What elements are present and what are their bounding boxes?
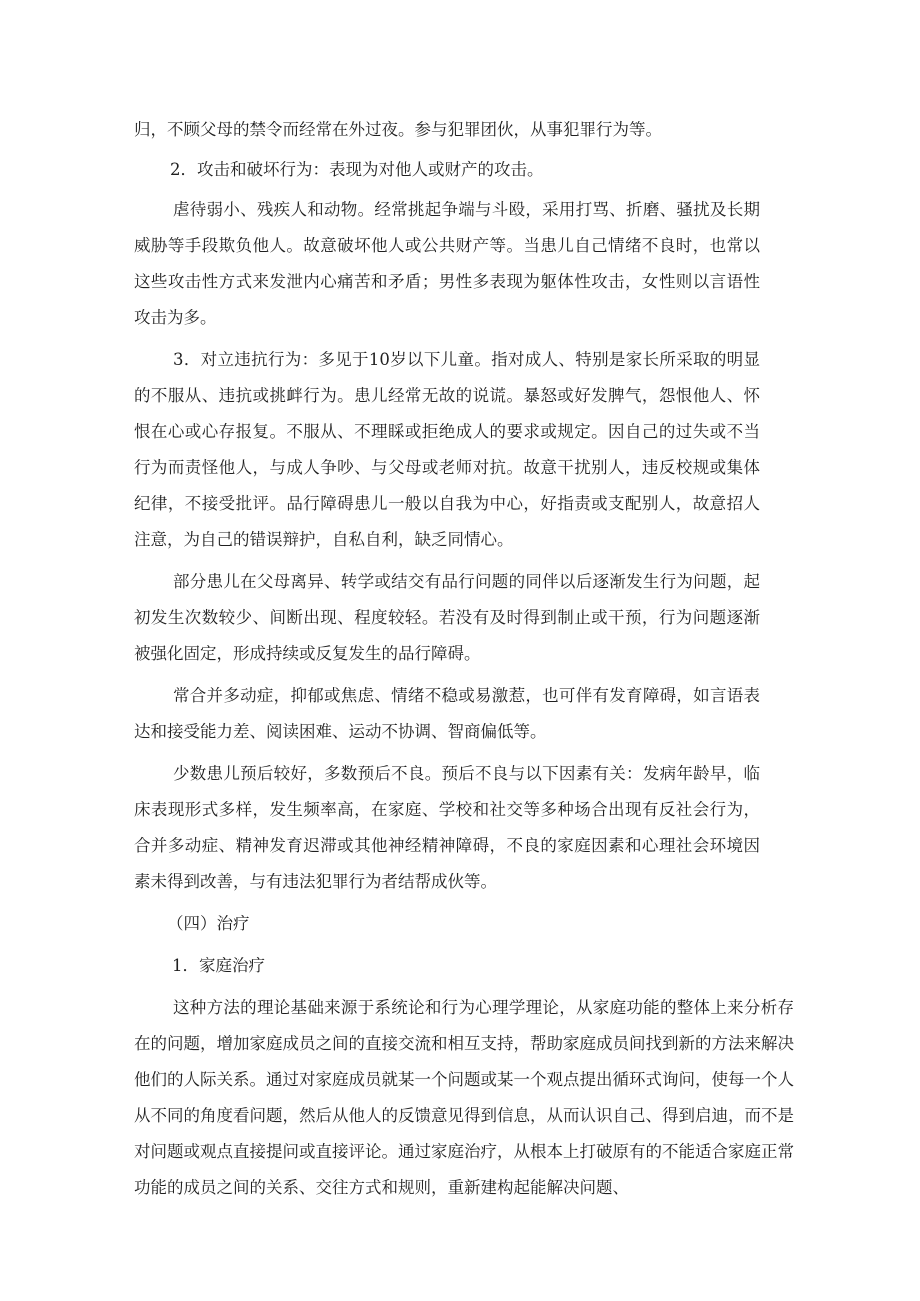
paragraph-family-therapy: 这种方法的理论基础来源于系统论和行为心理学理论，从家庭功能的整体上来分析存在的问题，增加家庭成员之间的直接交流和相互支持，帮助家庭成员间找到新的方法来解决他们的人际关系。通过对家庭成员就某一个问题或某一个观点提出循环式询问，使每一个人从不同的角度看问题，然后从他人的反馈意见得到信息，从而认识自己、得到启迪，而不是对问题或观点直接提问或直接评论。通过家庭治疗，从根本上打破原有的不能适合家庭正常功能的成员之间的关系、交往方式和规则，重新建构起能解决问题、: [134, 998, 794, 1197]
section-heading-treatment: （四）治疗: [167, 914, 250, 933]
paragraph-aggression: 虐待弱小、残疾人和动物。经常挑起争端与斗殴，采用打骂、折磨、骚扰及长期威胁等手段欺负他人。故意破坏他人或公共财产等。当患儿自己情绪不良时，也常以这些攻击性方式来发泄内心痛苦和矛盾；男性多表现为躯体性攻击，女性则以言语性攻击为多。: [134, 200, 760, 327]
paragraph-comorbidity: 常合并多动症，抑郁或焦虑、情绪不稳或易激惹，也可伴有发育障碍，如言语表达和接受能力差、阅读困难、运动不协调、智商偏低等。: [134, 686, 760, 741]
section-heading-aggression: 2．攻击和破坏行为：表现为对他人或财产的攻击。: [170, 160, 544, 179]
paragraph-prognosis: 少数患儿预后较好，多数预后不良。预后不良与以下因素有关：发病年龄早，临床表现形式多样，发生频率高，在家庭、学校和社交等多种场合出现有反社会行为，合并多动症、精神发育迟滞或其他神经精神障碍，不良的家庭因素和心理社会环境因素未得到改善，与有违法犯罪行为者结帮成伙等。: [134, 764, 760, 891]
paragraph-oppositional: 3．对立违抗行为：多见于10岁以下儿童。指对成人、特别是家长所采取的明显的不服从、违抗或挑衅行为。患儿经常无故的说谎。暴怒或好发脾气，怨恨他人、怀恨在心或心存报复。不服从、不理睬或拒绝成人的要求或规定。因自己的过失或不当行为而责怪他人，与成人争吵、与父母或老师对抗。故意干扰别人，违反校规或集体纪律，不接受批评。品行障碍患儿一般以自我为中心，好指责或支配别人，故意招人注意，为自己的错误辩护，自私自利，缺乏同情心。: [134, 350, 760, 549]
subheading-family-therapy: 1．家庭治疗: [172, 956, 265, 975]
paragraph-continued: 归，不顾父母的禁令而经常在外过夜。参与犯罪团伙，从事犯罪行为等。: [134, 120, 662, 139]
paragraph-onset: 部分患儿在父母离异、转学或结交有品行问题的同伴以后逐渐发生行为问题，起初发生次数较少、间断出现、程度较轻。若没有及时得到制止或干预，行为问题逐渐被强化固定，形成持续或反复发生的品行障碍。: [134, 572, 760, 663]
